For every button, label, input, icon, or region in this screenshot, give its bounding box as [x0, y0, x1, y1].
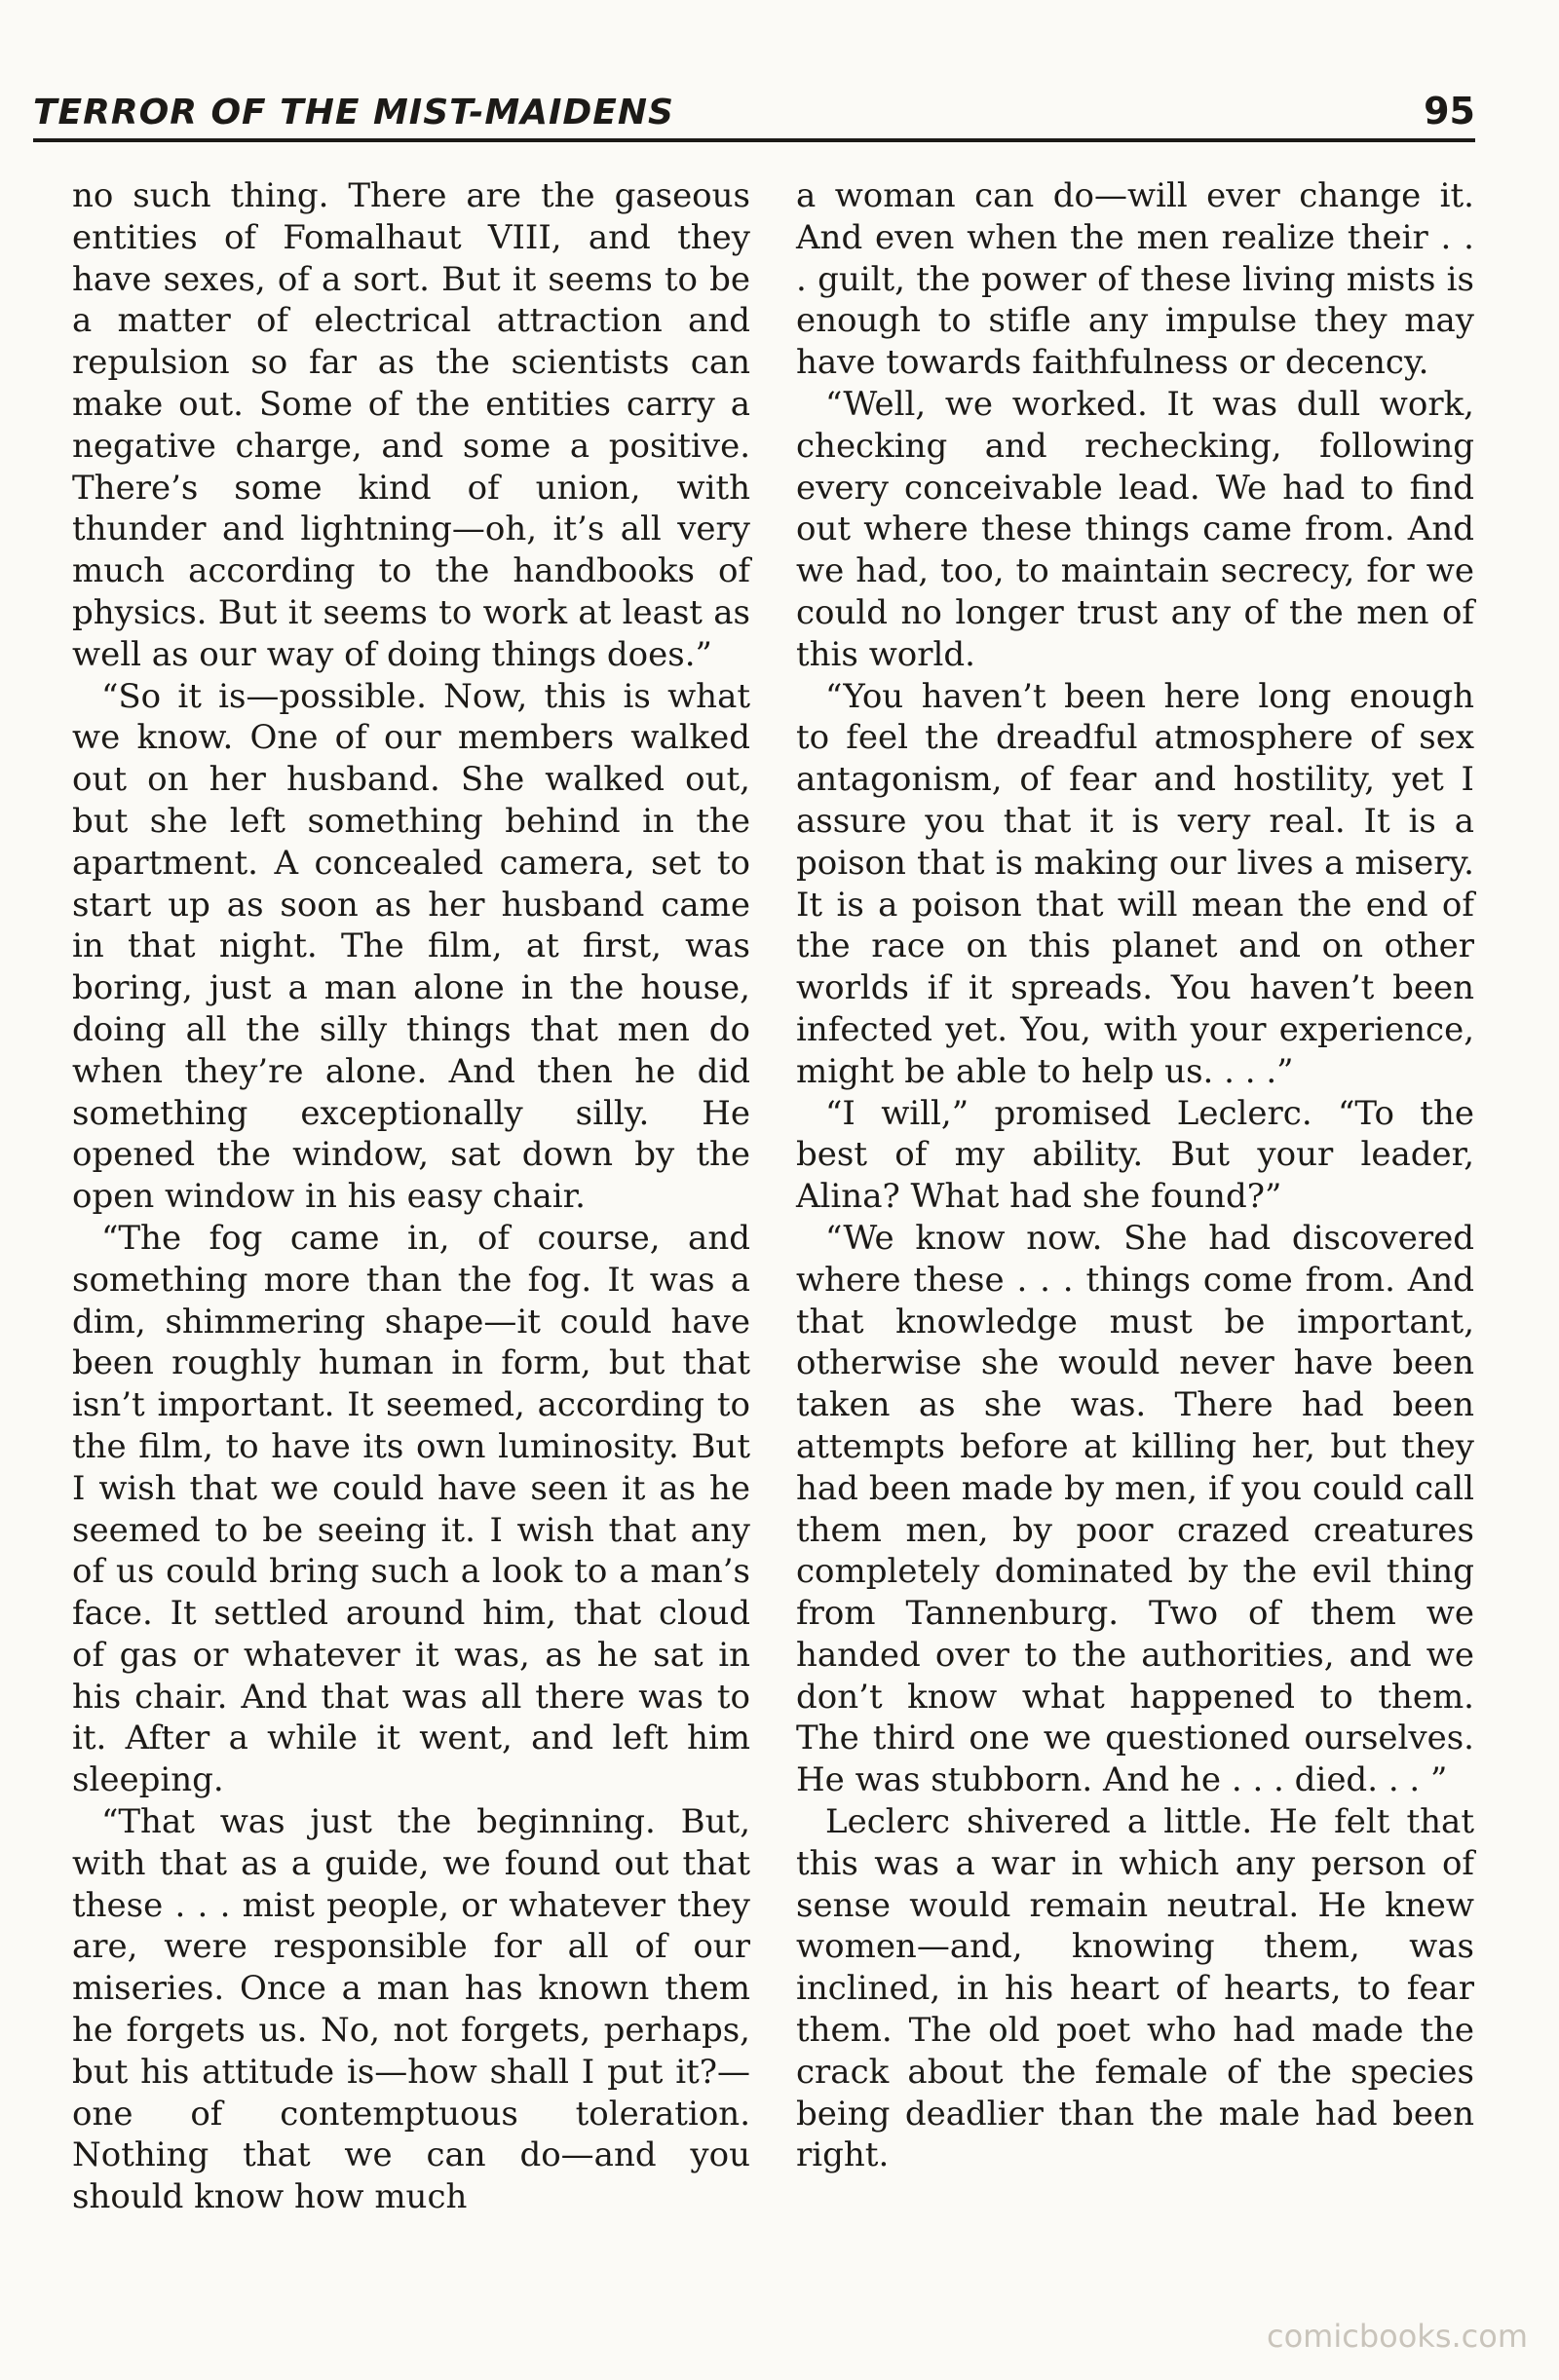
paragraph: “You haven’t been here long enough to feel the dreadful atmosphere of sex antagonism, of fear and hostility, yet I assure you that it is very real. It is a poison that is making our lives a misery. It is a poison that will mean the end of the race on this planet and on other worlds if it spreads. You haven’t been infected yet. You, with your experience, might be able to help us. . . .” — [796, 676, 1474, 1091]
paragraph: “We know now. She had discovered where these . . . things come from. And that knowledge must be important, otherwise she would never have been taken as she was. There had been attempts before at killing her, but they had been made by men, if you could call them men, by poor crazed creatures completely dominated by the evil thing from Tannenburg. Two of them we handed over to the authorities, and we don’t know what happened to them. The third one we questioned ourselves. He was stubborn. And he . . . died. . . ” — [796, 1218, 1474, 1800]
paragraph: a woman can do—will ever change it. And even when the men realize their . . . guilt, the power of these living mists is enough to stifle any impulse they may have towards faithfulness or decency. — [796, 176, 1474, 383]
page-number: 95 — [1424, 90, 1475, 132]
paragraph: “So it is—possible. Now, this is what we know. One of our members walked out on her husband. She walked out, but she left something behind in the apartment. A concealed camera, set to start up as soon as her husband came in that night. The film, at first, was boring, just a man alone in the house, doing all the silly things that men do when they’re alone. And then he did something exceptionally silly. He opened the window, sat down by the open window in his easy chair. — [72, 676, 750, 1217]
paragraph: no such thing. There are the gaseous entities of Fomalhaut VIII, and they have sexes, of a sort. But it seems to be a matter of electrical attraction and repulsion so far as the scientists can make out. Some of the entities carry a negative charge, and some a positive. There’s some kind of union, with thunder and lightning—oh, it’s all very much according to the handbooks of physics. But it seems to work at least as well as our way of doing things does.” — [72, 176, 750, 674]
left-column — [72, 175, 750, 2218]
paragraph: “That was just the beginning. But, with that as a guide, we found out that these . . . mist people, or whatever they are, were responsible for all of our miseries. Once a man has known them he forgets us. No, not forgets, perhaps, but his attitude is—how shall I put it?—one of contemptuous toleration. Nothing that we can do—and you should know how much — [72, 1802, 750, 2217]
paragraph: “Well, we worked. It was dull work, checking and rechecking, following every conceivable lead. We had to find out where these things came from. And we had, too, to maintain secrecy, for we could no longer trust any of the men of this world. — [796, 384, 1474, 674]
paragraph: “The fog came in, of course, and something more than the fog. It was a dim, shimmering shape—it could have been roughly human in form, but that isn’t important. It seemed, according to the film, to have its own luminosity. But I wish that we could have seen it as he seemed to be seeing it. I wish that any of us could bring such a look to a man’s face. It settled around him, that cloud of gas or whatever it was, as he sat in his chair. And that was all there was to it. After a while it went, and left him sleeping. — [72, 1218, 750, 1800]
running-header — [33, 80, 1475, 142]
running-title: TERROR OF THE MIST-MAIDENS — [33, 93, 674, 132]
right-column — [796, 175, 1474, 2176]
watermark: comicbooks.com — [1266, 2318, 1528, 2355]
paragraph: “I will,” promised Leclerc. “To the best of my ability. But your leader, Alina? What had she found?” — [796, 1093, 1474, 1217]
paragraph: Leclerc shivered a little. He felt that this was a war in which any person of sense would remain neutral. He knew women—and, knowing them, was inclined, in his heart of hearts, to fear them. The old poet who had made the crack about the female of the species being deadlier than the male had been right. — [796, 1802, 1474, 2175]
